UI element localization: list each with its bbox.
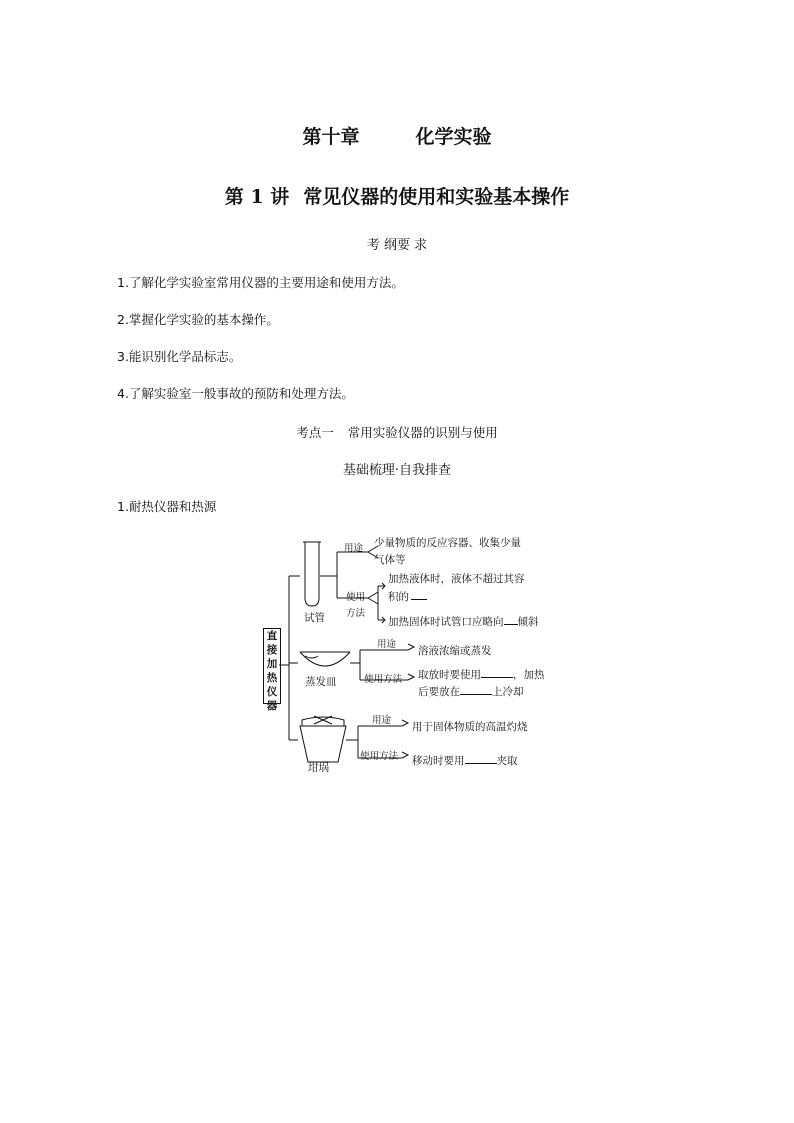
evaporating-dish-method-1: 取放时要使用 ，加热 — [418, 669, 545, 681]
answer-blank[interactable] — [465, 753, 497, 764]
group-char: 热 — [266, 672, 278, 684]
test-tube-use-text: 气体等 — [374, 554, 406, 566]
crucible-name: 坩埚 — [308, 762, 329, 774]
crucible-use-label: 用途 — [372, 715, 392, 726]
test-tube-method-label: 方法 — [346, 608, 366, 619]
evaporating-dish-method-2: 后要放在 上冷却 — [418, 686, 524, 698]
answer-blank[interactable] — [411, 589, 427, 600]
crucible-icon — [300, 726, 346, 762]
chapter-number: 第十章 — [302, 126, 360, 148]
test-tube-method-2: 加热固体时试管口应略向 倾斜 — [388, 616, 539, 628]
direct-heating-box — [263, 628, 281, 712]
group-char: 直 — [266, 630, 278, 642]
lesson-name: 常见仪器的使用和实验基本操作 — [303, 186, 570, 208]
group-char: 仪 — [266, 686, 278, 698]
evaporating-dish-use-label: 用途 — [377, 639, 397, 650]
topic-label: 考点一 — [296, 425, 334, 440]
group-char: 加 — [266, 658, 278, 670]
crucible-method-label: 使用方法 — [360, 751, 399, 762]
answer-blank[interactable] — [481, 667, 513, 678]
chapter-name: 化学实验 — [415, 126, 492, 148]
test-tube-use-text: 少量物质的反应容器、收集少量 — [374, 537, 521, 549]
requirement-item: 2.掌握化学实验的基本操作。 — [117, 312, 279, 327]
test-tube-method-label: 使用 — [346, 592, 366, 603]
test-tube-method-1: 加热液体时，液体不超过其容 — [388, 573, 525, 585]
evaporating-dish-icon — [300, 652, 350, 666]
lesson-number: 第 1 讲 — [224, 186, 290, 208]
group-char: 器 — [266, 700, 278, 712]
evaporating-dish-use-text: 溶液浓缩或蒸发 — [418, 645, 492, 657]
test-tube-name: 试管 — [304, 612, 325, 624]
answer-blank[interactable] — [460, 684, 492, 695]
syllabus-heading: 考 纲要 求 — [366, 238, 428, 253]
topic-title: 常用实验仪器的识别与使用 — [347, 425, 498, 440]
evaporating-dish-name: 蒸发皿 — [305, 676, 337, 688]
evaporating-dish-method-label: 使用方法 — [364, 674, 403, 685]
test-tube-use-label: 用途 — [344, 543, 364, 554]
section-heading: 1.耐热仪器和热源 — [117, 499, 217, 514]
requirement-item: 4.了解实验室一般事故的预防和处理方法。 — [117, 386, 354, 401]
group-char: 接 — [266, 644, 278, 656]
test-tube-icon — [305, 542, 319, 606]
requirement-item: 1.了解化学实验室常用仪器的主要用途和使用方法。 — [117, 275, 404, 290]
crucible-use-text: 用于固体物质的高温灼烧 — [412, 721, 528, 733]
test-tube-method-1-cont: 积的 — [388, 589, 427, 604]
requirement-item: 3.能识别化学品标志。 — [117, 349, 242, 364]
section-subtitle: 基础梳理·自我排查 — [342, 463, 452, 478]
answer-blank[interactable] — [504, 614, 518, 625]
crucible-method: 移动时要用 夹取 — [412, 755, 518, 767]
